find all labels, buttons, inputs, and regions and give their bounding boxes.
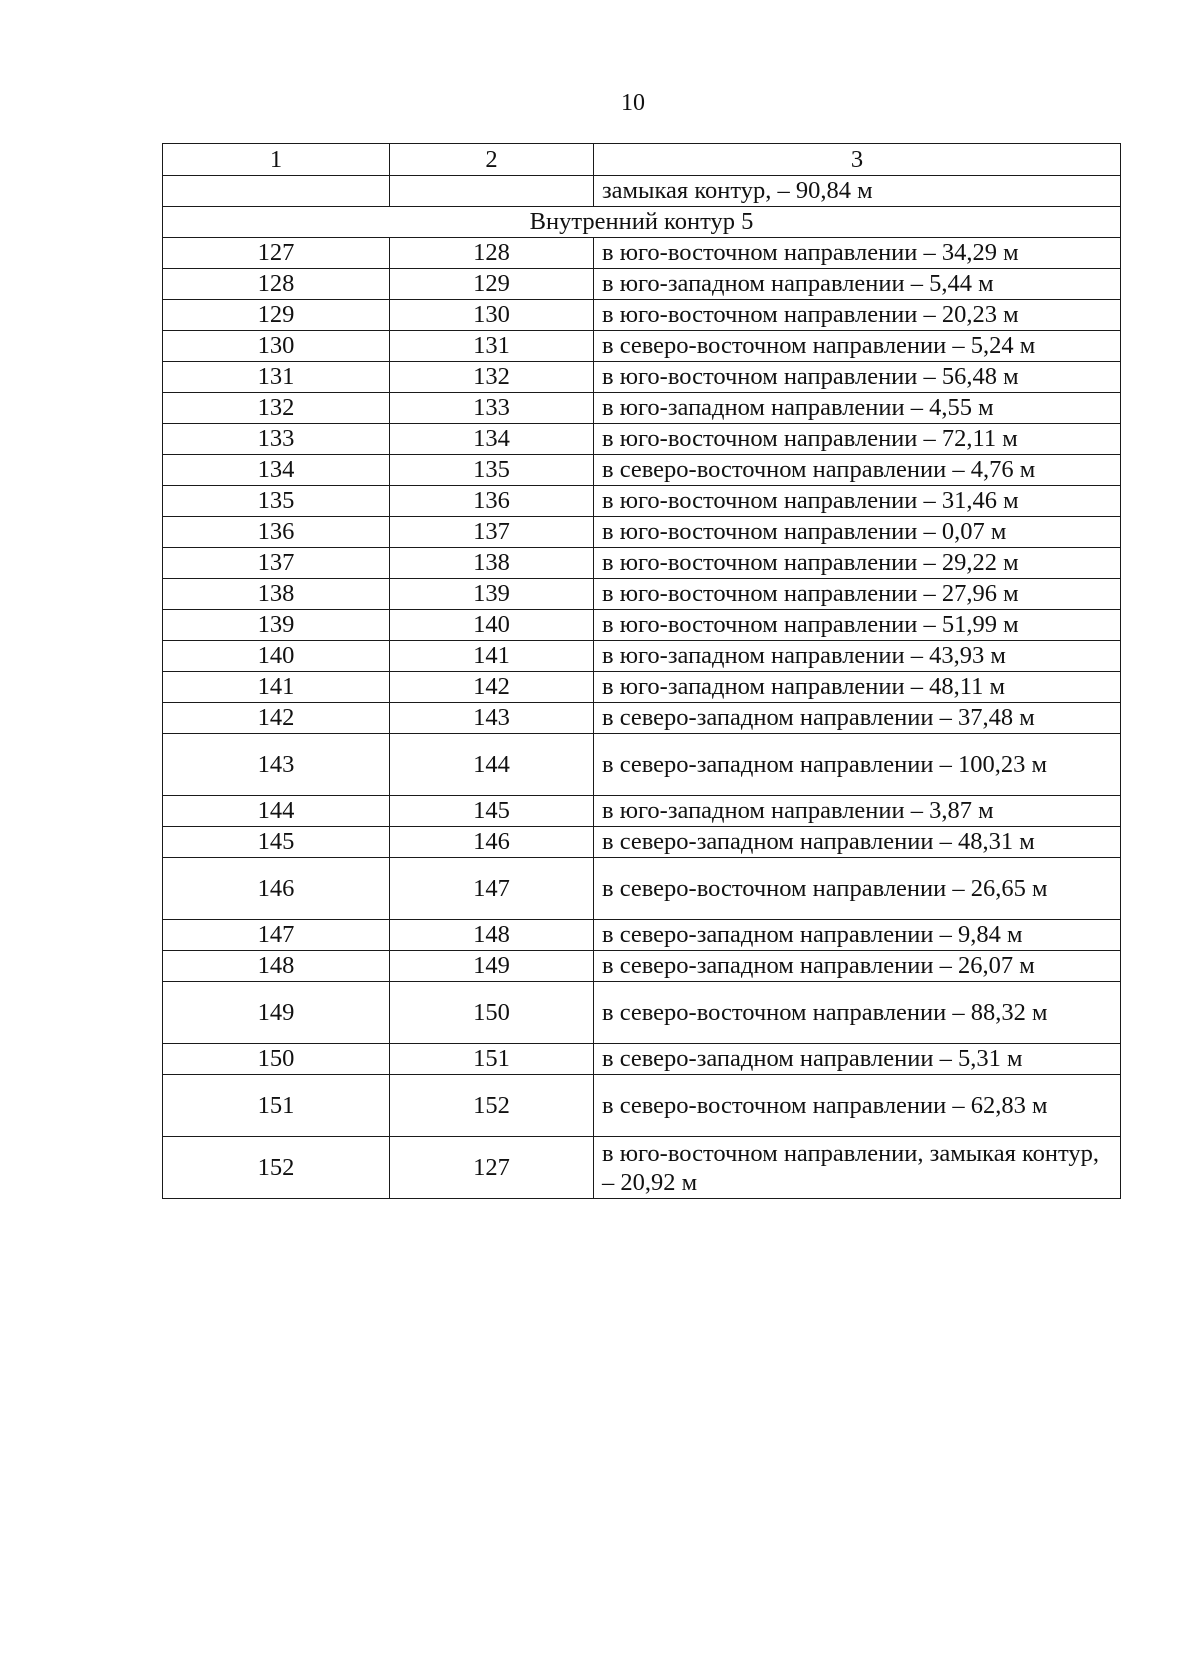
segment-description: в юго-западном направлении – 3,87 м — [594, 796, 1121, 827]
point-from: 138 — [163, 579, 390, 610]
continuation-row — [163, 176, 1121, 207]
point-to: 145 — [390, 796, 594, 827]
empty-cell — [390, 176, 594, 207]
table-row — [163, 672, 1121, 703]
point-to: 133 — [390, 393, 594, 424]
table-row — [163, 300, 1121, 331]
table-row — [163, 1137, 1121, 1199]
table-row — [163, 982, 1121, 1044]
point-from: 140 — [163, 641, 390, 672]
segment-description: в юго-западном направлении – 43,93 м — [594, 641, 1121, 672]
continuation-text: замыкая контур, – 90,84 м — [594, 176, 1121, 207]
segment-description: в северо-западном направлении – 9,84 м — [594, 920, 1121, 951]
table-row — [163, 1075, 1121, 1137]
table-row — [163, 610, 1121, 641]
segment-description: в северо-западном направлении – 100,23 м — [594, 734, 1121, 796]
segment-description: в юго-восточном направлении – 51,99 м — [594, 610, 1121, 641]
segment-description: в юго-восточном направлении, замыкая контур, – 20,92 м — [594, 1137, 1121, 1199]
segment-description: в северо-восточном направлении – 5,24 м — [594, 331, 1121, 362]
point-from: 151 — [163, 1075, 390, 1137]
point-to: 139 — [390, 579, 594, 610]
point-from: 127 — [163, 238, 390, 269]
point-from: 131 — [163, 362, 390, 393]
point-to: 151 — [390, 1044, 594, 1075]
point-from: 147 — [163, 920, 390, 951]
point-to: 147 — [390, 858, 594, 920]
point-to: 144 — [390, 734, 594, 796]
contour-table — [162, 143, 1121, 1199]
segment-description: в северо-западном направлении – 48,31 м — [594, 827, 1121, 858]
segment-description: в юго-восточном направлении – 31,46 м — [594, 486, 1121, 517]
point-from: 128 — [163, 269, 390, 300]
section-title-row — [163, 207, 1121, 238]
table-row — [163, 548, 1121, 579]
point-to: 131 — [390, 331, 594, 362]
point-from: 141 — [163, 672, 390, 703]
segment-description: в юго-восточном направлении – 0,07 м — [594, 517, 1121, 548]
segment-description: в юго-восточном направлении – 56,48 м — [594, 362, 1121, 393]
point-to: 152 — [390, 1075, 594, 1137]
point-to: 130 — [390, 300, 594, 331]
table-body — [163, 238, 1121, 1199]
point-from: 148 — [163, 951, 390, 982]
table-row — [163, 920, 1121, 951]
segment-description: в северо-восточном направлении – 88,32 м — [594, 982, 1121, 1044]
point-from: 129 — [163, 300, 390, 331]
table-header-row — [163, 144, 1121, 176]
table-row — [163, 858, 1121, 920]
segment-description: в северо-восточном направлении – 26,65 м — [594, 858, 1121, 920]
point-to: 141 — [390, 641, 594, 672]
segment-description: в юго-восточном направлении – 34,29 м — [594, 238, 1121, 269]
segment-description: в юго-восточном направлении – 72,11 м — [594, 424, 1121, 455]
point-to: 150 — [390, 982, 594, 1044]
point-to: 143 — [390, 703, 594, 734]
column-header-3: 3 — [594, 144, 1121, 176]
empty-cell — [163, 176, 390, 207]
point-to: 138 — [390, 548, 594, 579]
point-from: 146 — [163, 858, 390, 920]
point-to: 135 — [390, 455, 594, 486]
segment-description: в северо-восточном направлении – 4,76 м — [594, 455, 1121, 486]
point-from: 142 — [163, 703, 390, 734]
point-to: 146 — [390, 827, 594, 858]
segment-description: в северо-восточном направлении – 62,83 м — [594, 1075, 1121, 1137]
point-from: 137 — [163, 548, 390, 579]
point-from: 130 — [163, 331, 390, 362]
table-row — [163, 362, 1121, 393]
table-row — [163, 734, 1121, 796]
point-from: 144 — [163, 796, 390, 827]
point-from: 145 — [163, 827, 390, 858]
table-row — [163, 238, 1121, 269]
column-header-1: 1 — [163, 144, 390, 176]
table-row — [163, 1044, 1121, 1075]
point-to: 132 — [390, 362, 594, 393]
segment-description: в юго-западном направлении – 48,11 м — [594, 672, 1121, 703]
point-to: 128 — [390, 238, 594, 269]
table-row — [163, 455, 1121, 486]
table-row — [163, 796, 1121, 827]
table-row — [163, 827, 1121, 858]
segment-description: в юго-восточном направлении – 29,22 м — [594, 548, 1121, 579]
table-row — [163, 331, 1121, 362]
segment-description: в северо-западном направлении – 37,48 м — [594, 703, 1121, 734]
point-from: 143 — [163, 734, 390, 796]
point-to: 136 — [390, 486, 594, 517]
point-to: 127 — [390, 1137, 594, 1199]
point-to: 140 — [390, 610, 594, 641]
table-row — [163, 951, 1121, 982]
table-row — [163, 393, 1121, 424]
segment-description: в северо-западном направлении – 26,07 м — [594, 951, 1121, 982]
table-row — [163, 269, 1121, 300]
point-from: 133 — [163, 424, 390, 455]
segment-description: в юго-западном направлении – 5,44 м — [594, 269, 1121, 300]
page-number: 10 — [621, 90, 645, 116]
point-from: 134 — [163, 455, 390, 486]
point-to: 148 — [390, 920, 594, 951]
point-from: 149 — [163, 982, 390, 1044]
column-header-2: 2 — [390, 144, 594, 176]
point-from: 136 — [163, 517, 390, 548]
point-from: 132 — [163, 393, 390, 424]
point-to: 129 — [390, 269, 594, 300]
section-title: Внутренний контур 5 — [163, 207, 1121, 238]
table-row — [163, 579, 1121, 610]
segment-description: в северо-западном направлении – 5,31 м — [594, 1044, 1121, 1075]
table-row — [163, 703, 1121, 734]
segment-description: в юго-восточном направлении – 27,96 м — [594, 579, 1121, 610]
point-to: 134 — [390, 424, 594, 455]
point-from: 150 — [163, 1044, 390, 1075]
point-to: 137 — [390, 517, 594, 548]
point-from: 139 — [163, 610, 390, 641]
table-row — [163, 641, 1121, 672]
table-row — [163, 424, 1121, 455]
point-to: 142 — [390, 672, 594, 703]
segment-description: в юго-западном направлении – 4,55 м — [594, 393, 1121, 424]
point-from: 152 — [163, 1137, 390, 1199]
point-from: 135 — [163, 486, 390, 517]
segment-description: в юго-восточном направлении – 20,23 м — [594, 300, 1121, 331]
table-row — [163, 517, 1121, 548]
point-to: 149 — [390, 951, 594, 982]
table-row — [163, 486, 1121, 517]
